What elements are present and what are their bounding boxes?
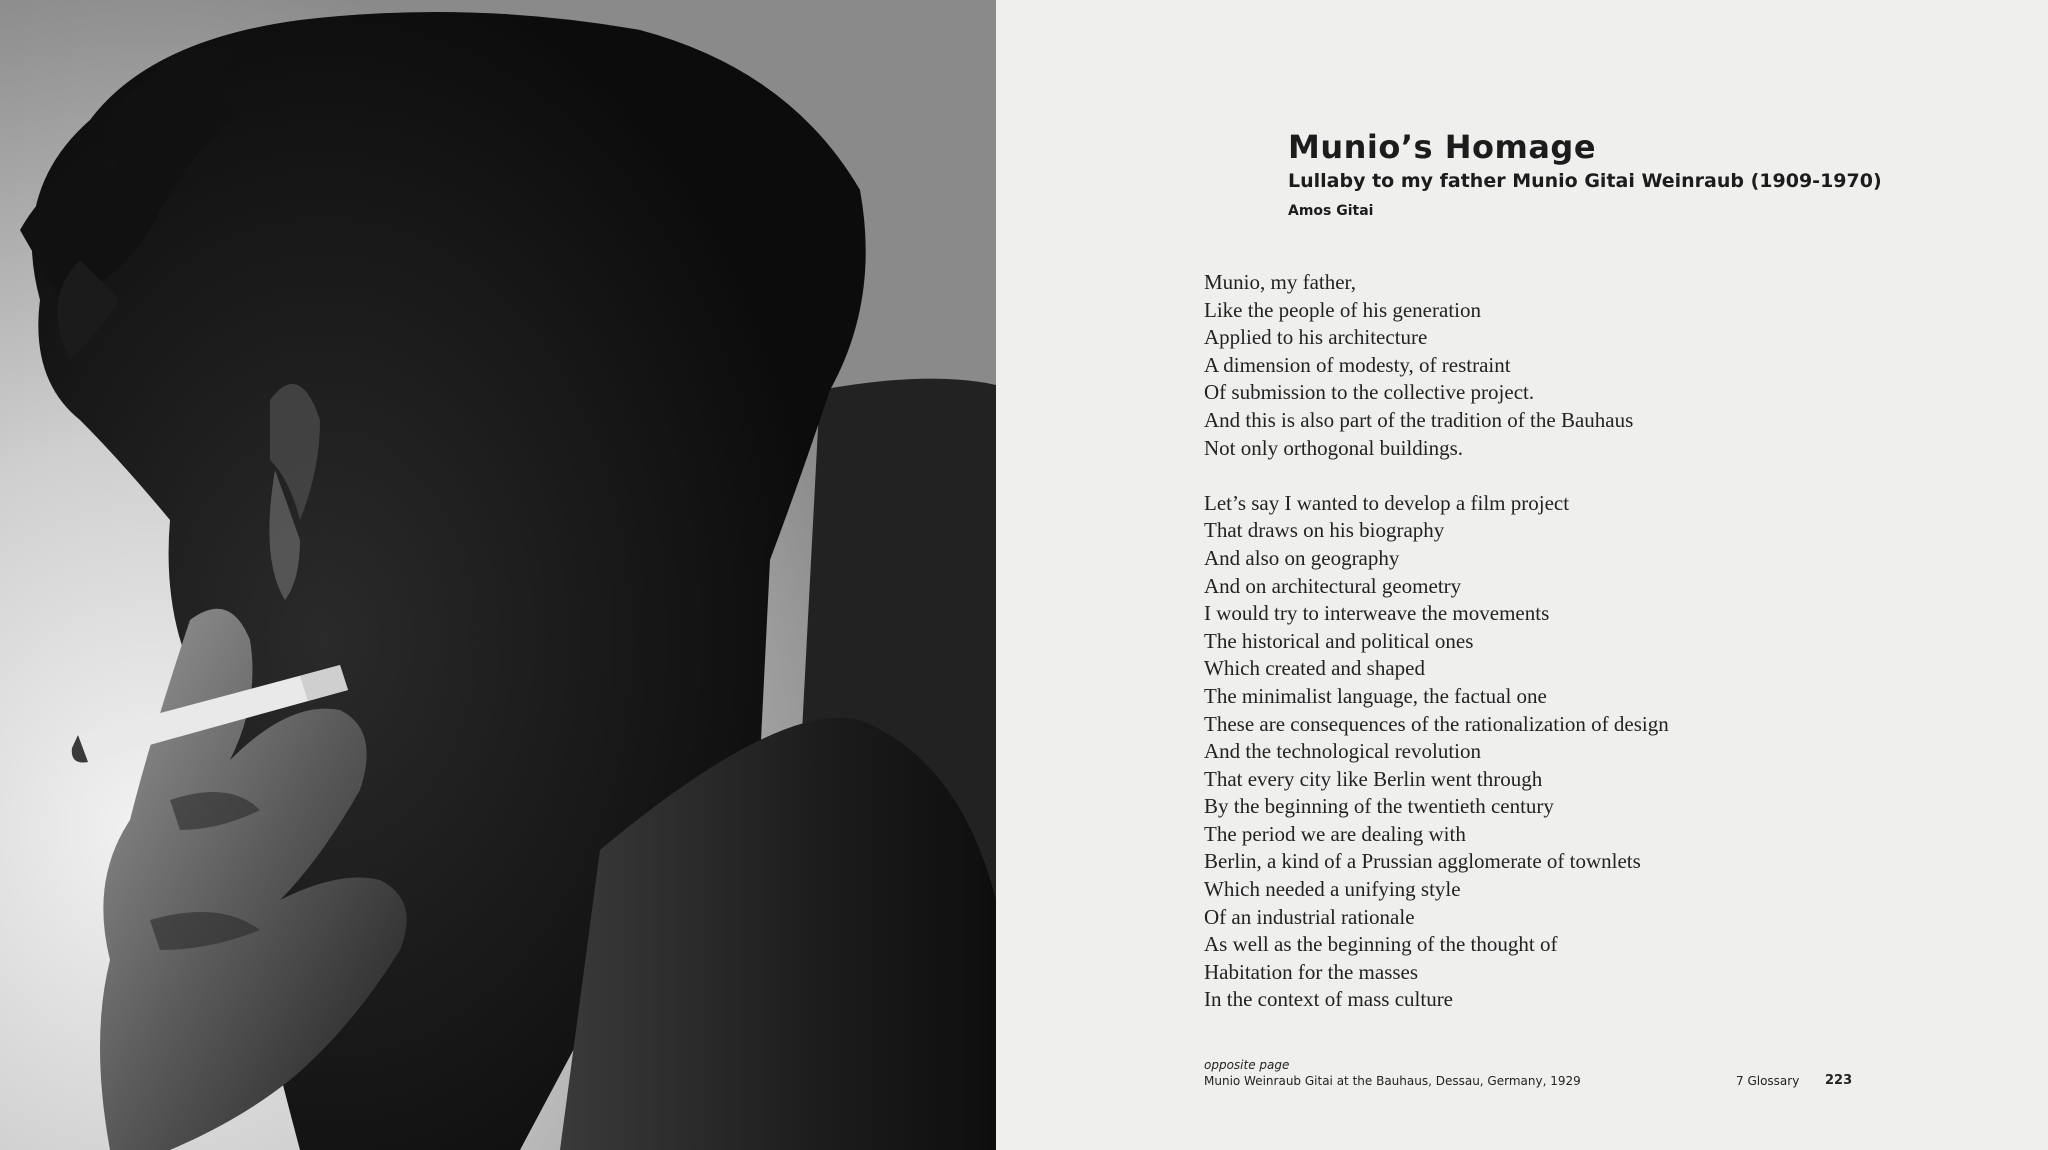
poem-line: Let’s say I wanted to develop a film project [1204, 490, 1570, 515]
poem-line: Like the people of his generation [1204, 297, 1481, 322]
poem-line: Of an industrial rationale [1204, 904, 1415, 929]
page-number: 223 [1825, 1073, 1853, 1088]
poem-line: Applied to his architecture [1204, 325, 1428, 350]
poem-line: Which created and shaped [1204, 656, 1425, 681]
poem-line: And on architectural geometry [1204, 573, 1462, 598]
poem-line: These are consequences of the rationalization of design [1204, 711, 1669, 736]
poem-line: Habitation for the masses [1204, 959, 1419, 984]
poem-line: By the beginning of the twentieth century [1204, 794, 1554, 819]
poem-line: As well as the beginning of the thought of [1204, 932, 1558, 957]
poem-line: That draws on his biography [1204, 518, 1445, 543]
poem-line: The period we are dealing with [1204, 821, 1466, 846]
folio-section: 7 Glossary [1736, 1074, 1800, 1088]
poem-line: I would try to interweave the movements [1204, 601, 1550, 626]
text-page [996, 0, 2048, 1150]
caption-label: opposite page [1204, 1058, 1290, 1072]
poem-line: The minimalist language, the factual one [1204, 683, 1547, 708]
poem-line: Of submission to the collective project. [1204, 380, 1535, 405]
poem-line: Munio, my father, [1204, 270, 1356, 294]
poem-line: A dimension of modesty, of restraint [1204, 352, 1511, 377]
photo-page [0, 0, 996, 1150]
poem-line: Berlin, a kind of a Prussian agglomerate of townlets [1204, 849, 1641, 874]
poem-line: And also on geography [1204, 545, 1400, 570]
poem-line: That every city like Berlin went through [1204, 766, 1543, 791]
poem-line: In the context of mass culture [1204, 987, 1454, 1012]
photo-caption: Munio Weinraub Gitai at the Bauhaus, Dessau, Germany, 1929 [1204, 1074, 1581, 1088]
poem [1204, 269, 1669, 1014]
page-title: Munio’s Homage [1288, 128, 1597, 166]
poem-line: The historical and political ones [1204, 628, 1474, 653]
poem-line: And the technological revolution [1204, 739, 1482, 764]
poem-line: Which needed a unifying style [1204, 877, 1461, 902]
page-subtitle: Lullaby to my father Munio Gitai Weinraub (1909-1970) [1288, 170, 1882, 192]
portrait-photo [0, 0, 996, 1150]
poem-line: And this is also part of the tradition of the Bauhaus [1204, 407, 1634, 432]
author-name: Amos Gitai [1288, 203, 1374, 219]
poem-line: Not only orthogonal buildings. [1204, 435, 1463, 460]
stanza-break [1204, 462, 1669, 490]
